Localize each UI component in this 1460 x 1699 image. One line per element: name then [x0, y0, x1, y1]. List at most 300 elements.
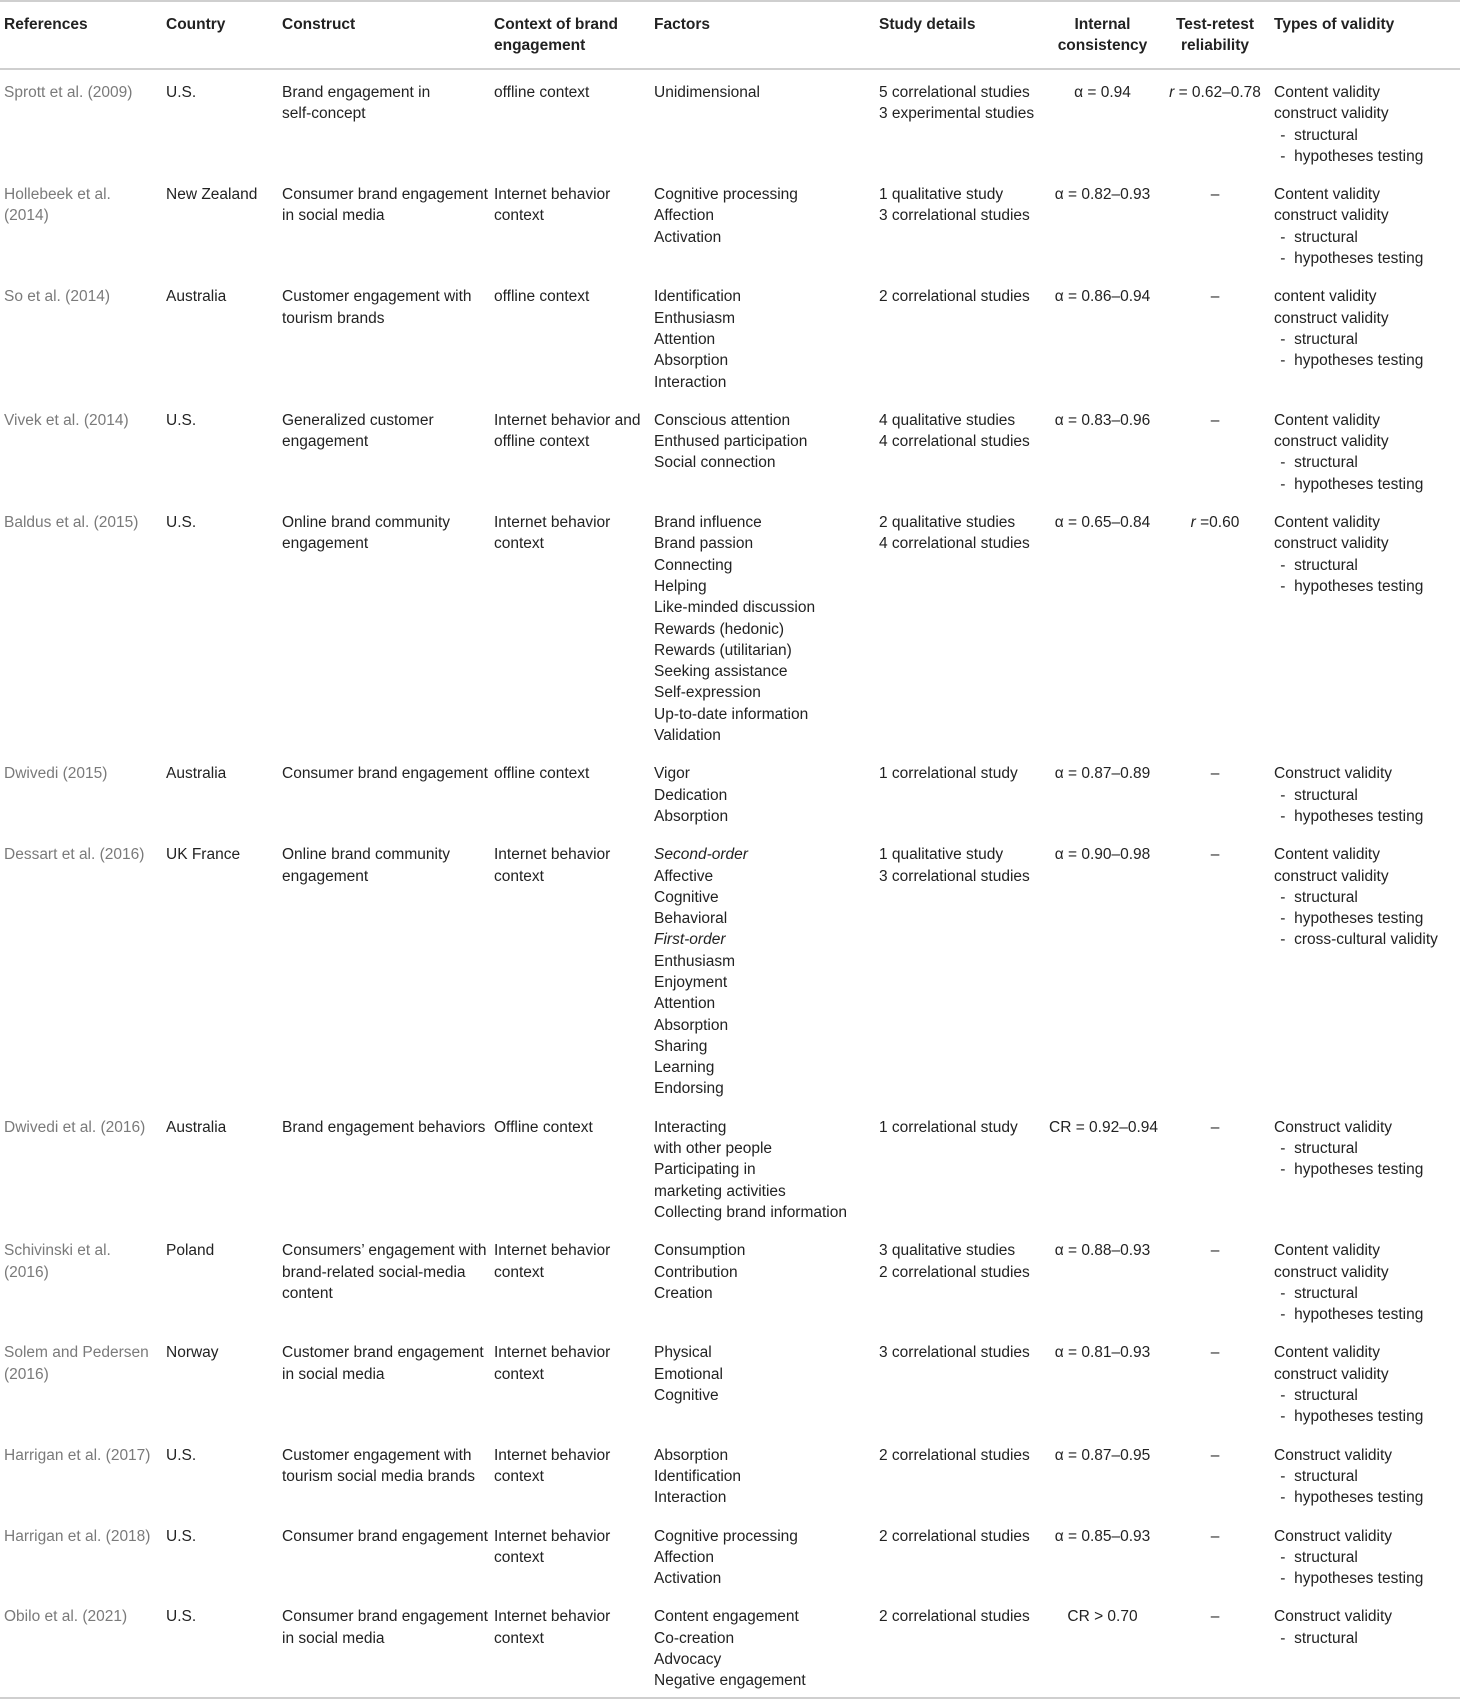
- study-details-cell: [875, 1514, 1045, 1595]
- reference-cell: [0, 500, 162, 751]
- factor-item: Affection: [654, 207, 715, 225]
- header-validity: Types of validity: [1274, 16, 1395, 33]
- factor-item: Unidimensional: [654, 84, 760, 101]
- factor-item: Interacting: [654, 1118, 727, 1136]
- test-retest-value: [1164, 286, 1266, 307]
- factor-item: Absorption: [654, 352, 729, 370]
- validity-cell: [1270, 69, 1460, 172]
- test-retest-cell: [1160, 1330, 1270, 1432]
- factor-item: Vigor: [654, 765, 690, 783]
- factor-item: Interaction: [654, 1489, 727, 1507]
- table-row: [0, 1105, 1460, 1228]
- validity-cell: [1270, 172, 1460, 274]
- reference-cell: [0, 1433, 162, 1514]
- validity-line: Content validity: [1274, 846, 1380, 864]
- context-cell: [490, 1594, 650, 1697]
- factor-item: Cognitive processing: [654, 186, 798, 204]
- validity-line: Construct validity: [1274, 765, 1393, 783]
- factor-item: Activation: [654, 228, 722, 246]
- validity-cell: [1270, 398, 1460, 500]
- test-retest-cell: [1160, 1228, 1270, 1330]
- study-line: 2 correlational studies: [879, 1263, 1030, 1281]
- country-text: U.S.: [166, 1446, 197, 1464]
- validity-line: construct validity: [1274, 1365, 1389, 1383]
- factor-item: Social connection: [654, 454, 776, 472]
- validity-line: - structural: [1276, 786, 1358, 804]
- factors-cell: [650, 1594, 875, 1697]
- context-line: Internet behavior: [494, 1242, 611, 1260]
- validity-line: - structural: [1276, 1467, 1358, 1485]
- construct-cell: [278, 751, 490, 832]
- validity-line: - structural: [1276, 556, 1358, 574]
- construct-line: Consumers’ engagement with: [282, 1242, 487, 1260]
- validity-line: - structural: [1276, 1284, 1358, 1302]
- factor-item: Emotional: [654, 1365, 723, 1383]
- internal-consistency-cell: [1045, 1105, 1160, 1228]
- construct-cell: [278, 172, 490, 274]
- test-retest-value: [1164, 844, 1266, 865]
- context-line: Internet behavior: [494, 1608, 611, 1626]
- validity-line: Content validity: [1274, 84, 1380, 101]
- construct-cell: [278, 832, 490, 1105]
- test-retest-text: =0.60: [1195, 514, 1240, 532]
- internal-consistency-cell: [1045, 69, 1160, 172]
- factor-item: Validation: [654, 727, 721, 745]
- test-retest-text: –: [1210, 1242, 1220, 1260]
- internal-consistency-cell: [1045, 1594, 1160, 1697]
- factors-cell: [650, 172, 875, 274]
- validity-cell: [1270, 1330, 1460, 1432]
- context-line: context: [494, 867, 544, 885]
- context-cell: [490, 1105, 650, 1228]
- factor-item: Endorsing: [654, 1080, 724, 1098]
- factor-item: Self-expression: [654, 684, 761, 702]
- internal-consistency-value: α = 0.86–0.94: [1054, 288, 1151, 306]
- table-row: [0, 172, 1460, 274]
- factor-item: Enjoyment: [654, 973, 728, 991]
- factor-item: Advocacy: [654, 1651, 722, 1668]
- context-line: context: [494, 1365, 544, 1383]
- context-line: context: [494, 207, 544, 225]
- validity-line: Construct validity: [1274, 1608, 1393, 1626]
- factor-item: marketing activities: [654, 1182, 786, 1200]
- validity-line: content validity: [1274, 288, 1377, 306]
- table-row: [0, 274, 1460, 397]
- factor-item: Brand passion: [654, 535, 754, 553]
- test-retest-text: –: [1210, 1446, 1220, 1464]
- internal-consistency-value: CR > 0.70: [1067, 1608, 1138, 1626]
- country-cell: [162, 1330, 278, 1432]
- country-text: U.S.: [166, 84, 197, 101]
- validity-line: construct validity: [1274, 535, 1389, 553]
- reference-cell: [0, 69, 162, 172]
- factor-item: Enthused participation: [654, 433, 808, 451]
- study-line: 3 correlational studies: [879, 1344, 1030, 1362]
- internal-consistency-value: α = 0.90–0.98: [1054, 846, 1151, 864]
- construct-line: Customer engagement with: [282, 1446, 472, 1464]
- validity-line: - hypotheses testing: [1276, 1408, 1424, 1426]
- validity-line: - hypotheses testing: [1276, 577, 1424, 595]
- context-cell: [490, 398, 650, 500]
- study-line: 2 correlational studies: [879, 1446, 1030, 1464]
- context-line: offline context: [494, 288, 590, 306]
- context-cell: [490, 1433, 650, 1514]
- factors-cell: [650, 1105, 875, 1228]
- study-line: 1 correlational study: [879, 765, 1018, 783]
- factors-cell: [650, 1228, 875, 1330]
- test-retest-value: [1164, 1240, 1266, 1261]
- internal-consistency-value: α = 0.88–0.93: [1054, 1242, 1151, 1260]
- construct-cell: [278, 1228, 490, 1330]
- factor-item: Interaction: [654, 373, 727, 391]
- reference-text: Hollebeek et al. (2014): [4, 186, 111, 225]
- validity-line: construct validity: [1274, 309, 1389, 327]
- factor-item: Attention: [654, 330, 716, 348]
- test-retest-text: –: [1210, 1344, 1220, 1362]
- study-details-cell: [875, 1330, 1045, 1432]
- test-retest-text: –: [1210, 288, 1220, 306]
- construct-line: engagement: [282, 535, 369, 553]
- factor-item: Physical: [654, 1344, 712, 1362]
- validity-line: - hypotheses testing: [1276, 250, 1424, 268]
- study-line: 4 correlational studies: [879, 433, 1030, 451]
- context-line: Internet behavior and: [494, 411, 641, 429]
- validity-cell: [1270, 500, 1460, 751]
- reference-text: Obilo et al. (2021): [4, 1608, 128, 1626]
- validity-line: - structural: [1276, 1548, 1358, 1566]
- validity-line: Content validity: [1274, 1242, 1380, 1260]
- country-cell: [162, 500, 278, 751]
- reference-text: Dwivedi (2015): [4, 765, 108, 783]
- construct-cell: [278, 398, 490, 500]
- factor-item: Sharing: [654, 1037, 708, 1055]
- table-row: [0, 1330, 1460, 1432]
- construct-line: Generalized customer: [282, 411, 434, 429]
- factor-item: Affective: [654, 867, 714, 885]
- validity-line: - hypotheses testing: [1276, 910, 1424, 928]
- study-details-cell: [875, 1433, 1045, 1514]
- test-retest-text: –: [1210, 846, 1220, 864]
- construct-line: content: [282, 1284, 333, 1302]
- country-cell: [162, 69, 278, 172]
- context-line: Internet behavior: [494, 514, 611, 532]
- internal-consistency-cell: [1045, 1514, 1160, 1595]
- test-retest-cell: [1160, 1514, 1270, 1595]
- study-line: 3 qualitative studies: [879, 1242, 1016, 1260]
- factor-item: Consumption: [654, 1242, 746, 1260]
- internal-consistency-cell: [1045, 500, 1160, 751]
- factor-item: Identification: [654, 288, 742, 306]
- internal-consistency-cell: [1045, 1228, 1160, 1330]
- test-retest-value: [1164, 410, 1266, 431]
- reference-cell: [0, 1514, 162, 1595]
- test-retest-value: [1164, 1117, 1266, 1138]
- study-line: 3 experimental studies: [879, 105, 1035, 123]
- internal-consistency-value: CR = 0.92–0.94: [1049, 1118, 1159, 1136]
- test-retest-text: –: [1210, 411, 1220, 429]
- factor-item: Co-creation: [654, 1629, 735, 1647]
- internal-consistency-cell: [1045, 172, 1160, 274]
- factor-item: Rewards (utilitarian): [654, 641, 792, 659]
- validity-line: construct validity: [1274, 433, 1389, 451]
- factor-item: Cognitive processing: [654, 1527, 798, 1545]
- test-retest-value: [1164, 1445, 1266, 1466]
- reference-text: Schivinski et al. (2016): [4, 1242, 111, 1281]
- country-text: Australia: [166, 1118, 227, 1136]
- validity-cell: [1270, 751, 1460, 832]
- study-line: 1 qualitative study: [879, 186, 1004, 204]
- study-line: 1 qualitative study: [879, 846, 1004, 864]
- construct-line: brand-related social-media: [282, 1263, 466, 1281]
- table-row: [0, 398, 1460, 500]
- factor-item: Conscious attention: [654, 411, 791, 429]
- reference-cell: [0, 1228, 162, 1330]
- reference-text: Harrigan et al. (2018): [4, 1527, 151, 1545]
- country-cell: [162, 274, 278, 397]
- study-line: 1 correlational study: [879, 1118, 1018, 1136]
- test-retest-value: [1164, 1606, 1266, 1627]
- country-cell: [162, 1433, 278, 1514]
- r-symbol: r: [1190, 514, 1196, 532]
- test-retest-text: = 0.62–0.78: [1174, 84, 1261, 101]
- study-details-cell: [875, 69, 1045, 172]
- factors-cell: [650, 1514, 875, 1595]
- study-line: 5 correlational studies: [879, 84, 1030, 101]
- table-row: [0, 1228, 1460, 1330]
- table-body: [0, 69, 1460, 1698]
- construct-cell: [278, 500, 490, 751]
- header-test-retest: Test-retest reliability: [1175, 16, 1255, 54]
- study-line: 2 qualitative studies: [879, 514, 1016, 532]
- test-retest-cell: [1160, 172, 1270, 274]
- test-retest-text: –: [1210, 765, 1220, 783]
- test-retest-cell: [1160, 500, 1270, 751]
- context-line: context: [494, 1263, 544, 1281]
- study-line: 4 correlational studies: [879, 535, 1030, 553]
- validity-line: - hypotheses testing: [1276, 1161, 1424, 1179]
- context-cell: [490, 172, 650, 274]
- table-row: [0, 1514, 1460, 1595]
- context-line: offline context: [494, 433, 590, 451]
- table-row: [0, 1594, 1460, 1697]
- header-factors: Factors: [654, 16, 710, 33]
- factor-item: Enthusiasm: [654, 952, 735, 970]
- construct-cell: [278, 1105, 490, 1228]
- factor-item: Participating in: [654, 1161, 756, 1179]
- validity-line: - hypotheses testing: [1276, 1489, 1424, 1507]
- reference-text: Harrigan et al. (2017): [4, 1446, 151, 1464]
- factor-item: Negative engagement: [654, 1672, 806, 1690]
- reference-text: So et al. (2014): [4, 288, 110, 306]
- country-cell: [162, 751, 278, 832]
- factor-item: Connecting: [654, 556, 733, 574]
- factors-cell: [650, 69, 875, 172]
- validity-line: Construct validity: [1274, 1527, 1393, 1545]
- construct-line: Online brand community: [282, 846, 450, 864]
- validity-line: - structural: [1276, 888, 1358, 906]
- validity-cell: [1270, 1228, 1460, 1330]
- internal-consistency-value: α = 0.94: [1074, 84, 1131, 101]
- context-line: Internet behavior: [494, 186, 611, 204]
- validity-line: - structural: [1276, 330, 1358, 348]
- validity-cell: [1270, 832, 1460, 1105]
- factor-item: Creation: [654, 1284, 713, 1302]
- country-text: U.S.: [166, 514, 197, 532]
- test-retest-value: [1164, 184, 1266, 205]
- factor-item: Dedication: [654, 786, 728, 804]
- country-text: U.S.: [166, 1608, 197, 1626]
- internal-consistency-value: α = 0.87–0.95: [1054, 1446, 1151, 1464]
- construct-line: Customer engagement with: [282, 288, 472, 306]
- test-retest-text: –: [1210, 186, 1220, 204]
- table-row: [0, 751, 1460, 832]
- country-text: Poland: [166, 1242, 215, 1260]
- reference-text: Sprott et al. (2009): [4, 84, 133, 101]
- test-retest-value: [1164, 1526, 1266, 1547]
- construct-cell: [278, 1433, 490, 1514]
- internal-consistency-value: α = 0.65–0.84: [1054, 514, 1151, 532]
- study-details-cell: [875, 1594, 1045, 1697]
- validity-line: - cross-cultural validity: [1276, 931, 1438, 949]
- reference-text: Dessart et al. (2016): [4, 846, 145, 864]
- header-country: Country: [166, 16, 226, 33]
- factor-item: First-order: [654, 931, 726, 949]
- factor-item: Learning: [654, 1059, 715, 1077]
- context-line: Offline context: [494, 1118, 593, 1136]
- study-details-cell: [875, 1105, 1045, 1228]
- internal-consistency-value: α = 0.83–0.96: [1054, 411, 1151, 429]
- test-retest-text: –: [1210, 1527, 1220, 1545]
- study-details-cell: [875, 172, 1045, 274]
- study-line: 2 correlational studies: [879, 1527, 1030, 1545]
- construct-cell: [278, 1514, 490, 1595]
- test-retest-cell: [1160, 1105, 1270, 1228]
- study-details-cell: [875, 274, 1045, 397]
- study-details-cell: [875, 832, 1045, 1105]
- study-line: 4 qualitative studies: [879, 411, 1016, 429]
- construct-line: in social media: [282, 1629, 385, 1647]
- context-line: Internet behavior: [494, 846, 611, 864]
- factor-item: Brand influence: [654, 514, 762, 532]
- reference-text: Solem and Pedersen (2016): [4, 1344, 149, 1383]
- factor-item: Absorption: [654, 1446, 729, 1464]
- reference-text: Vivek et al. (2014): [4, 411, 129, 429]
- context-line: Internet behavior: [494, 1446, 611, 1464]
- construct-line: Consumer brand engagement: [282, 186, 488, 204]
- internal-consistency-value: α = 0.82–0.93: [1054, 186, 1151, 204]
- test-retest-cell: [1160, 751, 1270, 832]
- construct-line: Consumer brand engagement: [282, 1527, 488, 1545]
- table-row: [0, 832, 1460, 1105]
- validity-line: - hypotheses testing: [1276, 1306, 1424, 1324]
- construct-cell: [278, 274, 490, 397]
- country-cell: [162, 1514, 278, 1595]
- construct-line: Customer brand engagement: [282, 1344, 484, 1362]
- factors-cell: [650, 1433, 875, 1514]
- factor-item: Contribution: [654, 1263, 738, 1281]
- context-line: Internet behavior: [494, 1527, 611, 1545]
- construct-line: Brand engagement behaviors: [282, 1118, 486, 1136]
- context-cell: [490, 274, 650, 397]
- validity-cell: [1270, 1514, 1460, 1595]
- construct-cell: [278, 69, 490, 172]
- factors-cell: [650, 751, 875, 832]
- factor-item: Collecting brand information: [654, 1203, 847, 1221]
- internal-consistency-cell: [1045, 1330, 1160, 1432]
- validity-line: Construct validity: [1274, 1118, 1393, 1136]
- factors-cell: [650, 832, 875, 1105]
- study-line: 3 correlational studies: [879, 207, 1030, 225]
- table-row: [0, 1433, 1460, 1514]
- country-text: Australia: [166, 288, 227, 306]
- header-row: [0, 1, 1460, 69]
- validity-cell: [1270, 1594, 1460, 1697]
- country-text: U.S.: [166, 1527, 197, 1545]
- study-details-cell: [875, 1228, 1045, 1330]
- validity-line: construct validity: [1274, 867, 1389, 885]
- test-retest-value: [1164, 82, 1266, 103]
- reference-cell: [0, 1594, 162, 1697]
- study-details-cell: [875, 751, 1045, 832]
- reference-cell: [0, 1105, 162, 1228]
- country-cell: [162, 1228, 278, 1330]
- construct-line: Consumer brand engagement: [282, 1608, 488, 1626]
- validity-line: Content validity: [1274, 186, 1380, 204]
- country-cell: [162, 172, 278, 274]
- country-cell: [162, 1105, 278, 1228]
- reference-text: Dwivedi et al. (2016): [4, 1118, 146, 1136]
- context-line: context: [494, 1467, 544, 1485]
- country-text: Australia: [166, 765, 227, 783]
- test-retest-value: [1164, 1342, 1266, 1363]
- study-line: 2 correlational studies: [879, 1608, 1030, 1626]
- context-line: context: [494, 1629, 544, 1647]
- context-line: context: [494, 1548, 544, 1566]
- country-text: U.S.: [166, 411, 197, 429]
- factor-item: Attention: [654, 995, 716, 1013]
- context-cell: [490, 69, 650, 172]
- validity-line: - hypotheses testing: [1276, 147, 1424, 165]
- validity-line: Content validity: [1274, 411, 1380, 429]
- factor-item: Cognitive: [654, 888, 719, 906]
- internal-consistency-cell: [1045, 398, 1160, 500]
- validity-line: - structural: [1276, 1140, 1358, 1158]
- r-symbol: r: [1169, 84, 1175, 101]
- country-text: UK France: [166, 846, 241, 864]
- validity-line: - hypotheses testing: [1276, 352, 1424, 370]
- validity-line: Construct validity: [1274, 1446, 1393, 1464]
- validity-line: - structural: [1276, 126, 1358, 144]
- construct-cell: [278, 1330, 490, 1432]
- study-line: 3 correlational studies: [879, 867, 1030, 885]
- validity-line: - structural: [1276, 1629, 1358, 1647]
- country-cell: [162, 832, 278, 1105]
- validity-cell: [1270, 274, 1460, 397]
- factors-cell: [650, 500, 875, 751]
- factor-item: Cognitive: [654, 1387, 719, 1405]
- factors-cell: [650, 274, 875, 397]
- construct-line: engagement: [282, 867, 369, 885]
- reference-cell: [0, 1330, 162, 1432]
- test-retest-cell: [1160, 69, 1270, 172]
- context-cell: [490, 751, 650, 832]
- factors-cell: [650, 398, 875, 500]
- factor-item: Helping: [654, 577, 707, 595]
- context-line: context: [494, 535, 544, 553]
- context-cell: [490, 1228, 650, 1330]
- factor-item: Enthusiasm: [654, 309, 735, 327]
- test-retest-cell: [1160, 274, 1270, 397]
